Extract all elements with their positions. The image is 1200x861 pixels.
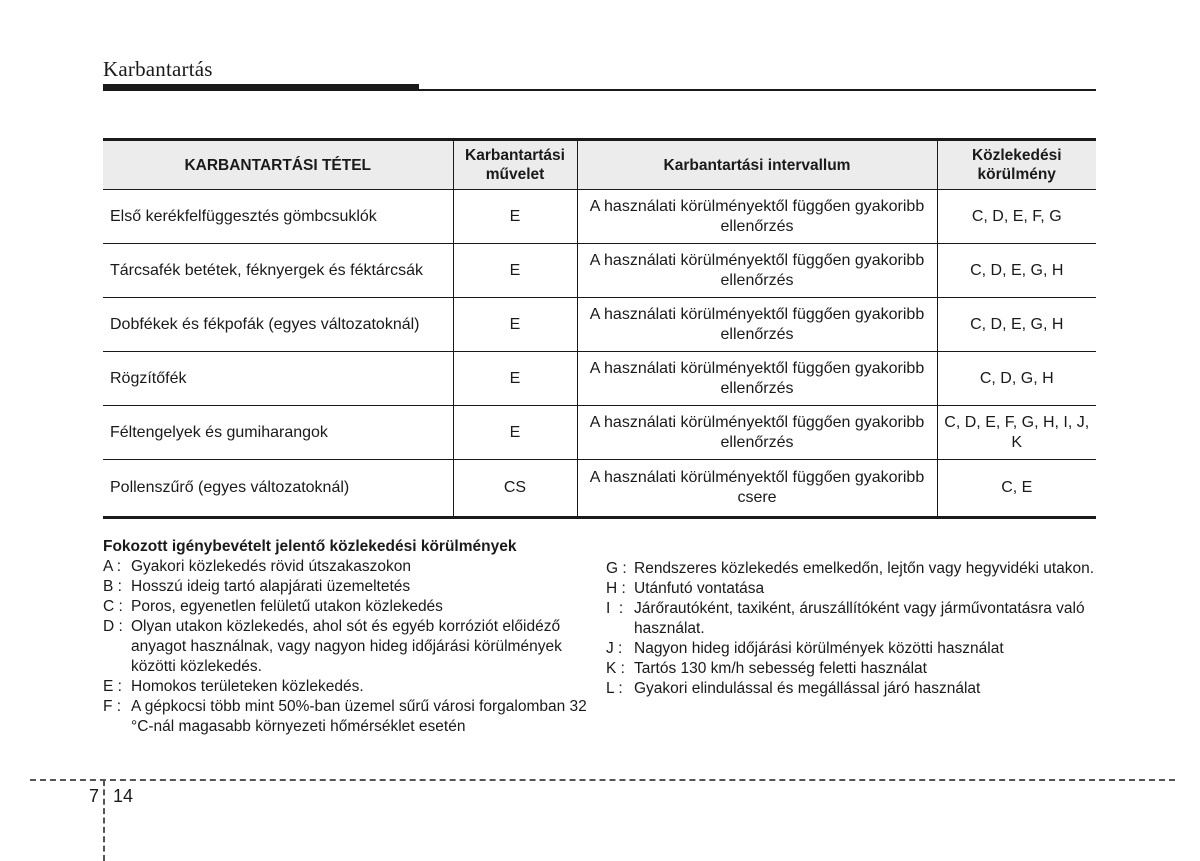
condition-code: F : (103, 698, 122, 715)
condition-item (103, 697, 593, 737)
chapter-number: 7 (89, 786, 100, 806)
table-row (103, 190, 1096, 244)
condition-code: D : (103, 618, 123, 635)
cell-conditions: C, D, E, G, H (937, 298, 1096, 352)
condition-item (103, 577, 593, 597)
cell-operation: E (453, 190, 577, 244)
table-row (103, 298, 1096, 352)
cell-item: Rögzítőfék (103, 352, 453, 406)
condition-text: Járőrautóként, taxiként, áruszállítóként vagy járművontatásra való használat. (634, 600, 1085, 637)
cell-item: Dobfékek és fékpofák (egyes változatoknál) (103, 298, 453, 352)
condition-code: C : (103, 598, 123, 615)
maintenance-table (103, 138, 1096, 519)
cell-operation: E (453, 352, 577, 406)
table-row (103, 352, 1096, 406)
cell-conditions: C, E (937, 460, 1096, 518)
condition-item (606, 599, 1096, 639)
condition-item (103, 617, 593, 677)
condition-text: Gyakori elindulással és megállással járó használat (634, 680, 981, 697)
cell-interval: A használati körülményektől függően gyakoribb csere (577, 460, 937, 518)
condition-code: I : (606, 600, 624, 617)
condition-code: L : (606, 680, 623, 697)
condition-text: Utánfutó vontatása (634, 580, 765, 597)
condition-text: Olyan utakon közlekedés, ahol sót és egyéb korróziót előidéző anyagot használnak, vagy nagyon hideg időjárási körülmények közötti közlekedés. (131, 618, 562, 675)
condition-code: E : (103, 678, 122, 695)
page-number: 14 (113, 786, 134, 806)
table-row (103, 406, 1096, 460)
cell-conditions: C, D, E, F, G (937, 190, 1096, 244)
column-header-conditions: Közlekedési körülmény (937, 140, 1096, 190)
cell-item: Első kerékfelfüggesztés gömbcsuklók (103, 190, 453, 244)
cell-item: Tárcsafék betétek, féknyergek és féktárcsák (103, 244, 453, 298)
cell-operation: E (453, 244, 577, 298)
cell-interval: A használati körülményektől függően gyakoribb ellenőrzés (577, 406, 937, 460)
condition-item (606, 679, 1096, 699)
condition-item (103, 597, 593, 617)
column-header-operation: Karbantartási művelet (453, 140, 577, 190)
column-header-item: KARBANTARTÁSI TÉTEL (103, 140, 453, 190)
cell-interval: A használati körülményektől függően gyakoribb ellenőrzés (577, 352, 937, 406)
condition-code: J : (606, 640, 623, 657)
condition-text: Tartós 130 km/h sebesség feletti használat (634, 660, 927, 677)
condition-item (606, 559, 1096, 579)
condition-item (103, 557, 593, 577)
header-rule-thin (419, 89, 1096, 91)
conditions-legend-left (103, 537, 593, 737)
condition-code: K : (606, 660, 625, 677)
cell-interval: A használati körülményektől függően gyakoribb ellenőrzés (577, 244, 937, 298)
conditions-legend-right (606, 559, 1096, 699)
table-row (103, 244, 1096, 298)
condition-item (606, 659, 1096, 679)
condition-code: H : (606, 580, 626, 597)
cell-operation: CS (453, 460, 577, 518)
cell-interval: A használati körülményektől függően gyakoribb ellenőrzés (577, 298, 937, 352)
condition-text: Poros, egyenetlen felületű utakon közlekedés (131, 598, 443, 615)
condition-item (606, 639, 1096, 659)
footer-dashed-rule (30, 779, 1175, 781)
cell-item: Féltengelyek és gumiharangok (103, 406, 453, 460)
cell-operation: E (453, 406, 577, 460)
condition-text: Homokos területeken közlekedés. (131, 678, 364, 695)
cell-conditions: C, D, E, G, H (937, 244, 1096, 298)
condition-text: Gyakori közlekedés rövid útszakaszokon (131, 558, 411, 575)
cell-item: Pollenszűrő (egyes változatoknál) (103, 460, 453, 518)
table-row (103, 460, 1096, 518)
condition-code: G : (606, 560, 627, 577)
condition-item (103, 677, 593, 697)
condition-text: Rendszeres közlekedés emelkedőn, lejtőn vagy hegyvidéki utakon. (634, 560, 1095, 577)
condition-item (606, 579, 1096, 599)
cell-conditions: C, D, E, F, G, H, I, J, K (937, 406, 1096, 460)
table-header-row (103, 140, 1096, 190)
condition-text: A gépkocsi több mint 50%-ban üzemel sűrű városi forgalomban 32 °C-nál magasabb környezeti hőmérséklet esetén (131, 698, 587, 735)
conditions-heading: Fokozott igénybevételt jelentő közlekedési körülmények (103, 538, 517, 555)
condition-text: Hosszú ideig tartó alapjárati üzemeltetés (131, 578, 411, 595)
section-title: Karbantartás (103, 57, 213, 81)
column-header-interval: Karbantartási intervallum (577, 140, 937, 190)
cell-conditions: C, D, G, H (937, 352, 1096, 406)
header-rule-thick (103, 84, 419, 91)
cell-operation: E (453, 298, 577, 352)
condition-code: B : (103, 578, 122, 595)
cell-interval: A használati körülményektől függően gyakoribb ellenőrzés (577, 190, 937, 244)
footer-dashed-divider (103, 780, 105, 861)
condition-code: A : (103, 558, 122, 575)
condition-text: Nagyon hideg időjárási körülmények közötti használat (634, 640, 1004, 657)
